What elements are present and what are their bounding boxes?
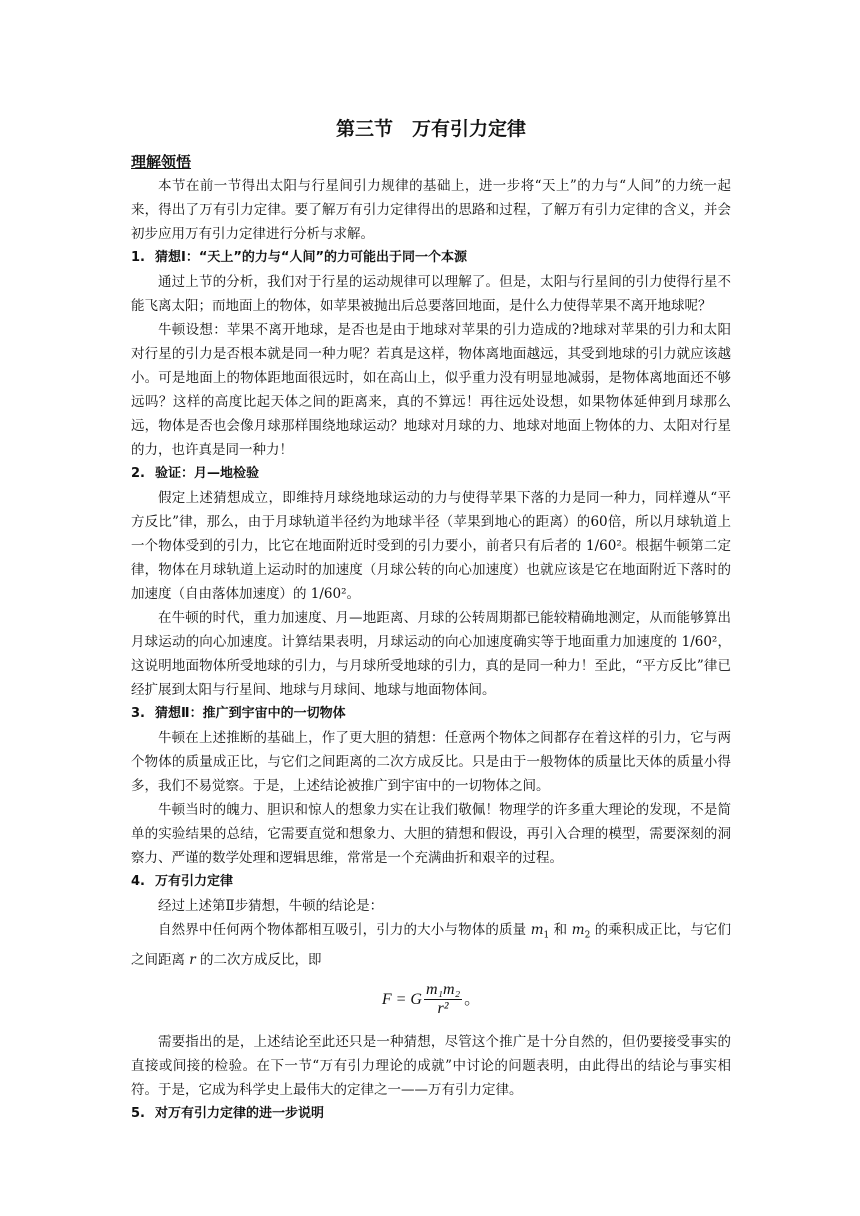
section-number: 3. (131, 706, 145, 721)
section-number: 4. (131, 874, 145, 889)
paragraph: 假定上述猜想成立，即维持月球绕地球运动的力与使得苹果下落的力是同一种力，同样遵从“平方反比”律，那么，由于月球轨道半径约为地球半径（苹果到地心的距离）的60倍，所以月球轨道上一个物体受到的引力，比它在地面附近时受到的引力要小，前者只有后者的 1/60²。根据牛顿第二定律，物体在月球轨道上运动时的加速度（月球公转的向心加速度）也就应该是它在地面附近下落时的加速度（自由落体加速度）的 1/60²。 (131, 490, 731, 602)
formula-denominator: r² (437, 1000, 449, 1018)
section-5-heading (131, 1102, 731, 1126)
section-4-heading (131, 870, 731, 894)
page-title: 第三节 万有引力定律 (335, 118, 526, 140)
document-content (131, 116, 731, 1126)
paragraph: 经过上述第Ⅱ步猜想，牛顿的结论是： (158, 898, 384, 914)
section-heading-text: 对万有引力定律的进一步说明 (155, 1105, 325, 1121)
section-number: 1. (131, 250, 145, 265)
section-number: 2. (131, 466, 145, 481)
section-subtitle: 理解领悟 (131, 153, 192, 171)
section-heading-text: 验证：月—地检验 (155, 466, 260, 481)
formula-numerator: m₁m₂ (425, 981, 461, 999)
paragraph: 通过上节的分析，我们对于行星的运动规律可以理解了。但是，太阳与行星间的引力使得行星不能飞离太阳；而地面上的物体，如苹果被抛出后总要落回地面，是什么力使得苹果不离开地球呢？ (131, 274, 731, 314)
section-1-heading (131, 246, 731, 270)
gravitation-formula (131, 974, 731, 1026)
section-2-heading (131, 462, 731, 486)
section-heading-text: 猜想Ⅰ：“天上”的力与“人间”的力可能出于同一个本源 (155, 250, 468, 265)
paragraph: 需要指出的是，上述结论至此还只是一种猜想，尽管这个推广是十分自然的，但仍要接受事实的直接或间接的检验。在下一节“万有引力理论的成就”中讨论的问题表明，由此得出的结论与事实相符。于是，它成为科学史上最伟大的定律之一——万有引力定律。 (131, 1033, 731, 1098)
intro-paragraph: 本节在前一节得出太阳与行星间引力规律的基础上，进一步将“天上”的力与“人间”的力统一起来，得出了万有引力定律。要了解万有引力定律得出的思路和过程，了解万有引力定律的含义，并会初步应用万有引力定律进行分析与求解。 (131, 178, 731, 242)
section-heading-text: 万有引力定律 (155, 874, 234, 889)
section-number: 5. (131, 1105, 145, 1121)
formula-tail: 。 (464, 990, 481, 1008)
section-3-heading (131, 702, 731, 726)
formula-lhs: F = G (381, 990, 422, 1008)
paragraph: 牛顿在上述推断的基础上，作了更大胆的猜想：任意两个物体之间都存在着这样的引力，它与两个物体的质量成正比，与它们之间距离的二次方成反比。只是由于一般物体的质量比天体的质量小得多，我们不易觉察。于是，上述结论被推广到宇宙中的一切物体之间。 (131, 730, 731, 794)
formula-fraction (424, 981, 462, 1018)
law-statement: 自然界中任何两个物体都相互吸引，引力的大小与物体的质量 $m_1$ 和 $m_2$ 的乘积成正比，与它们之间距离 r 的二次方成反比，即 (131, 922, 731, 968)
section-heading-text: 猜想Ⅱ：推广到宇宙中的一切物体 (155, 706, 346, 721)
paragraph: 在牛顿的时代，重力加速度、月—地距离、月球的公转周期都已能较精确地测定，从而能够算出月球运动的向心加速度。计算结果表明，月球运动的向心加速度确实等于地面重力加速度的 1/60²，这说明地面物体所受地球的引力，与月球所受地球的引力，真的是同一种力！至此，“平方反比”律已经扩展到太阳与行星间、地球与月球间、地球与地面物体间。 (131, 610, 731, 698)
paragraph: 牛顿设想：苹果不离开地球，是否也是由于地球对苹果的引力造成的?地球对苹果的引力和太阳对行星的引力是否根本就是同一种力呢？若真是这样，物体离地面越远，其受到地球的引力就应该越小。可是地面上的物体距地面很远时，如在高山上，似乎重力没有明显地减弱，是物体离地面还不够远吗？这样的高度比起天体之间的距离来，真的不算远！再往远处设想，如果物体延伸到月球那么远，物体是否也会像月球那样围绕地球运动？地球对月球的力、地球对地面上物体的力、太阳对行星的力，也许真是同一种力！ (131, 322, 731, 458)
paragraph: 牛顿当时的魄力、胆识和惊人的想象力实在让我们敬佩！物理学的许多重大理论的发现，不是简单的实验结果的总结，它需要直觉和想象力、大胆的猜想和假设，再引入合理的模型，需要深刻的洞察力、严谨的数学处理和逻辑思维，常常是一个充满曲折和艰辛的过程。 (131, 802, 731, 866)
